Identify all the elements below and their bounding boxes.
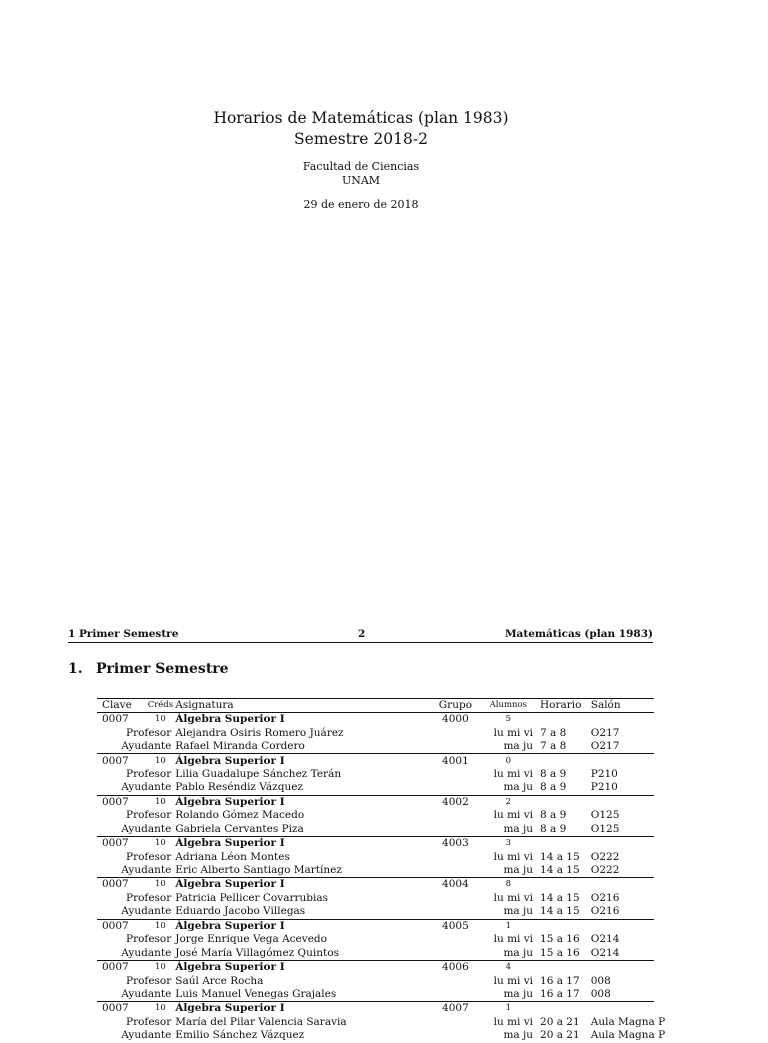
course-alumnos: 4 xyxy=(480,960,537,974)
profesor-grupo-empty xyxy=(431,1016,480,1029)
profesor-dias: lu mi vi xyxy=(493,891,534,904)
table-row-course xyxy=(97,960,654,974)
header-clave: Clave xyxy=(97,699,146,713)
running-head-section: 1 Primer Semestre xyxy=(68,628,179,640)
profesor-dias: lu mi vi xyxy=(493,767,534,780)
course-salon-empty xyxy=(588,754,654,768)
profesor-dias: lu mi vi xyxy=(493,850,534,863)
profesor-horario: 20 a 21 xyxy=(540,1015,580,1028)
course-creds: 10 xyxy=(146,713,176,727)
ayudante-role-label: Ayudante xyxy=(121,740,172,753)
ayudante-horario: 16 a 17 xyxy=(540,987,580,1000)
course-horario-empty xyxy=(537,919,588,933)
profesor-role-label: Profesor xyxy=(126,767,172,780)
ayudante-name: Gabriela Cervantes Piza xyxy=(175,822,304,835)
profesor-dias: lu mi vi xyxy=(493,809,534,822)
course-clave: 0007 xyxy=(97,878,146,892)
ayudante-role-label: Ayudante xyxy=(121,987,172,1000)
course-clave: 0007 xyxy=(97,960,146,974)
ayudante-salon: O217 xyxy=(590,740,620,753)
ayudante-role-label: Ayudante xyxy=(121,822,172,835)
profesor-horario: 8 a 9 xyxy=(540,809,567,822)
running-head-plan: Matemáticas (plan 1983) xyxy=(504,628,653,640)
profesor-name: Jorge Enrique Vega Acevedo xyxy=(175,933,327,946)
profesor-role-label: Profesor xyxy=(126,850,172,863)
profesor-salon: 008 xyxy=(590,974,611,987)
ayudante-dias: ma ju xyxy=(503,781,534,794)
course-grupo: 4004 xyxy=(431,878,480,892)
course-salon-empty xyxy=(588,960,654,974)
ayudante-dias: ma ju xyxy=(503,740,534,753)
ayudante-salon: O214 xyxy=(590,946,620,959)
table-row-course xyxy=(97,836,654,850)
profesor-role-label: Profesor xyxy=(126,933,172,946)
course-horario-empty xyxy=(537,836,588,850)
table-row-course xyxy=(97,754,654,768)
ayudante-name: Eric Alberto Santiago Martínez xyxy=(175,864,342,877)
table-row-profesor xyxy=(97,974,654,987)
ayudante-role-label: Ayudante xyxy=(121,781,172,794)
course-salon-empty xyxy=(588,836,654,850)
course-horario-empty xyxy=(537,754,588,768)
profesor-salon: O125 xyxy=(590,809,620,822)
schedule-table-container xyxy=(97,698,666,1043)
course-horario-empty xyxy=(537,960,588,974)
table-row-ayudante xyxy=(97,946,654,960)
ayudante-horario: 8 a 9 xyxy=(540,822,567,835)
title-block xyxy=(0,108,722,212)
table-row-ayudante xyxy=(97,1029,654,1042)
document-title: Horarios de Matemáticas (plan 1983) xyxy=(213,109,509,127)
profesor-name: Saúl Arce Rocha xyxy=(175,974,264,987)
profesor-name: Rolando Gómez Macedo xyxy=(175,809,305,822)
profesor-horario: 7 a 8 xyxy=(540,726,567,739)
table-row-course xyxy=(97,1002,654,1016)
course-name: Álgebra Superior I xyxy=(175,960,431,974)
ayudante-dias: ma ju xyxy=(503,822,534,835)
header-horario: Horario xyxy=(537,699,588,713)
course-creds: 10 xyxy=(146,919,176,933)
profesor-name: María del Pilar Valencia Saravia xyxy=(175,1015,347,1028)
course-alumnos: 1 xyxy=(480,919,537,933)
table-row-profesor xyxy=(97,892,654,905)
table-row-profesor xyxy=(97,809,654,822)
ayudante-name: Pablo Reséndiz Vázquez xyxy=(175,781,303,794)
course-alumnos: 3 xyxy=(480,836,537,850)
page-number: 2 xyxy=(358,628,366,640)
course-clave: 0007 xyxy=(97,795,146,809)
ayudante-horario: 20 a 21 xyxy=(540,1029,580,1042)
ayudante-name: Emilio Sánchez Vázquez xyxy=(175,1029,305,1042)
course-name: Álgebra Superior I xyxy=(175,1002,431,1016)
ayudante-dias: ma ju xyxy=(503,1029,534,1042)
ayudante-dias: ma ju xyxy=(503,946,534,959)
course-name: Álgebra Superior I xyxy=(175,836,431,850)
ayudante-dias: ma ju xyxy=(503,864,534,877)
ayudante-role-label: Ayudante xyxy=(121,946,172,959)
table-row-profesor xyxy=(97,933,654,946)
profesor-dias: lu mi vi xyxy=(493,974,534,987)
document-date: 29 de enero de 2018 xyxy=(303,198,419,211)
course-salon-empty xyxy=(588,1002,654,1016)
profesor-role-label: Profesor xyxy=(126,809,172,822)
table-row-ayudante xyxy=(97,781,654,795)
table-row-course xyxy=(97,713,654,727)
header-grupo: Grupo xyxy=(431,699,480,713)
ayudante-salon: 008 xyxy=(590,987,611,1000)
ayudante-grupo-empty xyxy=(431,988,480,1002)
ayudante-salon: O216 xyxy=(590,905,620,918)
ayudante-role-label: Ayudante xyxy=(121,1029,172,1042)
faculty-name: Facultad de Ciencias xyxy=(302,160,420,173)
ayudante-horario: 14 a 15 xyxy=(540,905,580,918)
ayudante-name: Eduardo Jacobo Villegas xyxy=(175,905,306,918)
course-alumnos: 8 xyxy=(480,878,537,892)
table-row-ayudante xyxy=(97,823,654,837)
document-subtitle: Semestre 2018-2 xyxy=(294,130,428,148)
course-alumnos: 0 xyxy=(480,754,537,768)
profesor-role-label: Profesor xyxy=(126,726,172,739)
profesor-salon: P210 xyxy=(590,767,618,780)
ayudante-dias: ma ju xyxy=(503,905,534,918)
course-horario-empty xyxy=(537,1002,588,1016)
course-alumnos: 5 xyxy=(480,713,537,727)
profesor-name: Alejandra Osiris Romero Juárez xyxy=(175,726,344,739)
table-row-ayudante xyxy=(97,905,654,919)
ayudante-role-label: Ayudante xyxy=(121,905,172,918)
course-grupo: 4007 xyxy=(431,1002,480,1016)
section-heading xyxy=(68,661,229,677)
section-number: 1. xyxy=(68,661,83,677)
course-clave: 0007 xyxy=(97,836,146,850)
university-name: UNAM xyxy=(341,174,381,187)
profesor-role-label: Profesor xyxy=(126,1015,172,1028)
ayudante-role-label: Ayudante xyxy=(121,864,172,877)
section-title: Primer Semestre xyxy=(96,661,229,677)
header-alumnos: Alumnos xyxy=(480,699,537,713)
profesor-salon: Aula Magna P xyxy=(590,1015,666,1028)
table-row-course xyxy=(97,795,654,809)
ayudante-salon: P210 xyxy=(590,781,618,794)
profesor-name: Patricia Pellicer Covarrubias xyxy=(175,891,328,904)
profesor-horario: 8 a 9 xyxy=(540,767,567,780)
course-salon-empty xyxy=(588,878,654,892)
profesor-salon: O217 xyxy=(590,726,620,739)
profesor-role-label: Profesor xyxy=(126,891,172,904)
course-horario-empty xyxy=(537,713,588,727)
course-horario-empty xyxy=(537,795,588,809)
course-salon-empty xyxy=(588,919,654,933)
profesor-grupo-empty xyxy=(431,933,480,946)
ayudante-grupo-empty xyxy=(431,864,480,878)
course-creds: 10 xyxy=(146,960,176,974)
table-row-ayudante xyxy=(97,740,654,754)
table-row-ayudante xyxy=(97,988,654,1002)
ayudante-grupo-empty xyxy=(431,1029,480,1042)
profesor-name: Lilia Guadalupe Sánchez Terán xyxy=(175,767,342,780)
profesor-dias: lu mi vi xyxy=(493,1015,534,1028)
running-head xyxy=(68,628,653,643)
course-grupo: 4003 xyxy=(431,836,480,850)
course-name: Álgebra Superior I xyxy=(175,795,431,809)
ayudante-salon: O222 xyxy=(590,864,620,877)
profesor-horario: 16 a 17 xyxy=(540,974,580,987)
ayudante-horario: 8 a 9 xyxy=(540,781,567,794)
course-grupo: 4001 xyxy=(431,754,480,768)
table-row-profesor xyxy=(97,1016,654,1029)
course-clave: 0007 xyxy=(97,1002,146,1016)
profesor-salon: O222 xyxy=(590,850,620,863)
profesor-grupo-empty xyxy=(431,768,480,781)
course-creds: 10 xyxy=(146,795,176,809)
ayudante-horario: 15 a 16 xyxy=(540,946,580,959)
table-row-course xyxy=(97,919,654,933)
course-clave: 0007 xyxy=(97,713,146,727)
course-creds: 10 xyxy=(146,878,176,892)
ayudante-horario: 14 a 15 xyxy=(540,864,580,877)
course-salon-empty xyxy=(588,713,654,727)
ayudante-horario: 7 a 8 xyxy=(540,740,567,753)
table-row-profesor xyxy=(97,726,654,739)
profesor-salon: O216 xyxy=(590,891,620,904)
table-row-course xyxy=(97,878,654,892)
course-creds: 10 xyxy=(146,1002,176,1016)
profesor-horario: 15 a 16 xyxy=(540,933,580,946)
header-creds: Créds xyxy=(146,699,176,713)
ayudante-grupo-empty xyxy=(431,905,480,919)
schedule-table xyxy=(97,698,666,1043)
ayudante-grupo-empty xyxy=(431,740,480,754)
course-salon-empty xyxy=(588,795,654,809)
course-grupo: 4000 xyxy=(431,713,480,727)
profesor-horario: 14 a 15 xyxy=(540,850,580,863)
ayudante-dias: ma ju xyxy=(503,987,534,1000)
profesor-salon: O214 xyxy=(590,933,620,946)
profesor-grupo-empty xyxy=(431,850,480,863)
profesor-grupo-empty xyxy=(431,726,480,739)
table-row-profesor xyxy=(97,850,654,863)
course-name: Álgebra Superior I xyxy=(175,713,431,727)
course-creds: 10 xyxy=(146,754,176,768)
profesor-dias: lu mi vi xyxy=(493,933,534,946)
ayudante-grupo-empty xyxy=(431,823,480,837)
course-grupo: 4002 xyxy=(431,795,480,809)
course-alumnos: 1 xyxy=(480,1002,537,1016)
course-name: Álgebra Superior I xyxy=(175,919,431,933)
course-horario-empty xyxy=(537,878,588,892)
course-grupo: 4006 xyxy=(431,960,480,974)
profesor-grupo-empty xyxy=(431,809,480,822)
course-clave: 0007 xyxy=(97,754,146,768)
course-creds: 10 xyxy=(146,836,176,850)
profesor-role-label: Profesor xyxy=(126,974,172,987)
header-asignatura: Asignatura xyxy=(175,699,431,713)
profesor-grupo-empty xyxy=(431,974,480,987)
ayudante-name: Luis Manuel Venegas Grajales xyxy=(175,987,337,1000)
table-row-profesor xyxy=(97,768,654,781)
course-name: Álgebra Superior I xyxy=(175,878,431,892)
ayudante-salon: Aula Magna P xyxy=(590,1029,666,1042)
table-row-ayudante xyxy=(97,864,654,878)
profesor-name: Adriana Léon Montes xyxy=(175,850,290,863)
header-salon: Salón xyxy=(588,699,654,713)
ayudante-name: José María Villagómez Quintos xyxy=(175,946,339,959)
course-clave: 0007 xyxy=(97,919,146,933)
profesor-grupo-empty xyxy=(431,892,480,905)
table-header-row xyxy=(97,699,654,713)
course-alumnos: 2 xyxy=(480,795,537,809)
ayudante-name: Rafael Miranda Cordero xyxy=(175,740,305,753)
profesor-horario: 14 a 15 xyxy=(540,891,580,904)
course-grupo: 4005 xyxy=(431,919,480,933)
ayudante-salon: O125 xyxy=(590,822,620,835)
profesor-dias: lu mi vi xyxy=(493,726,534,739)
course-name: Álgebra Superior I xyxy=(175,754,431,768)
ayudante-grupo-empty xyxy=(431,946,480,960)
ayudante-grupo-empty xyxy=(431,781,480,795)
